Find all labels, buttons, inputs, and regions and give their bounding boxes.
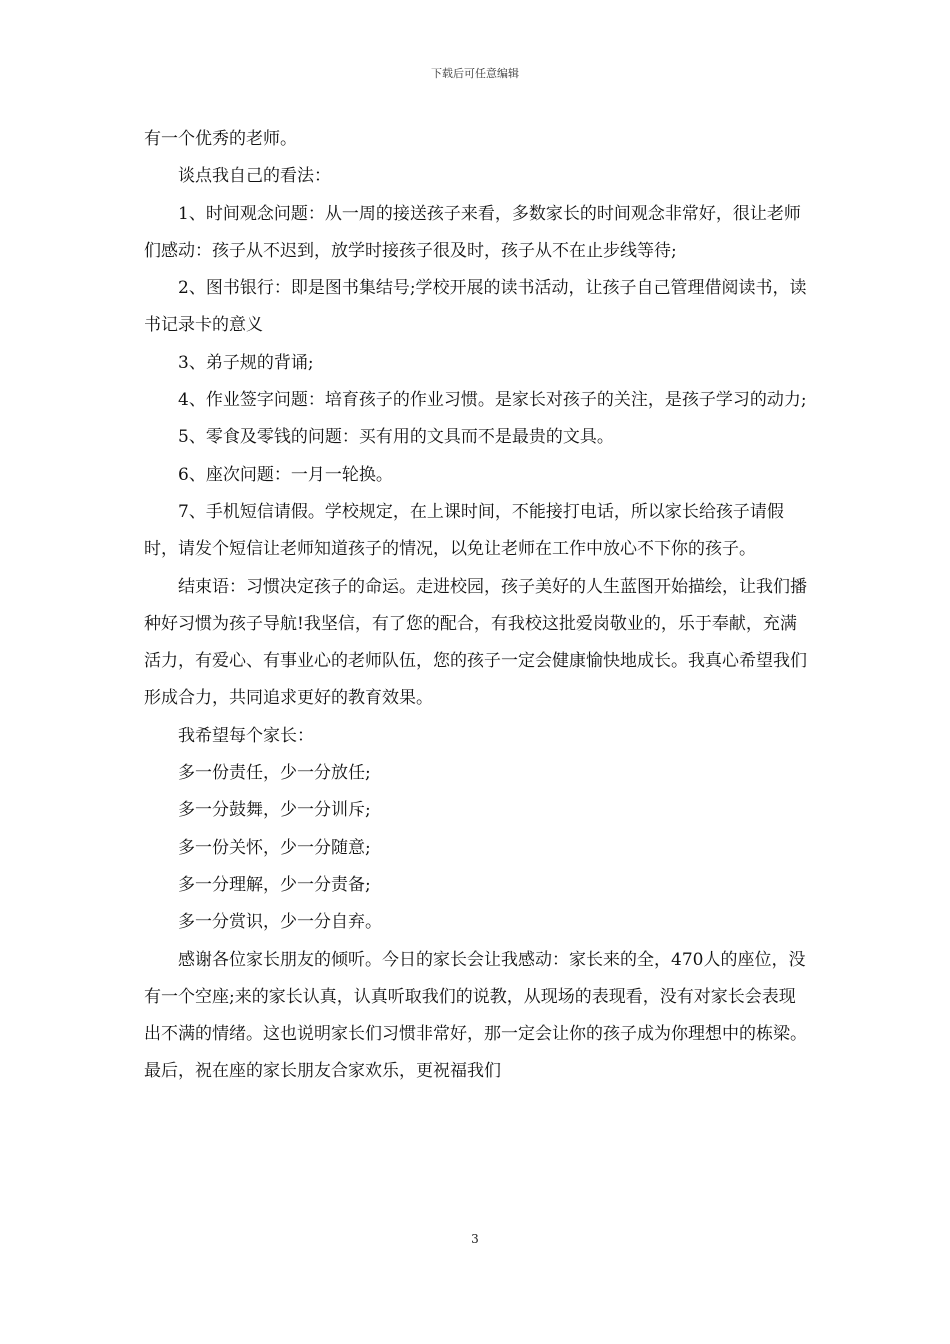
paragraph-17: 感谢各位家长朋友的倾听。今日的家长会让我感动：家长来的全，470人的座位，没有一个空座;来的家长认真，认真听取我们的说教，从现场的表现看，没有对家长会表现出不满的情绪。这也说明家长们习惯非常好，那一定会让你的孩子成为你理想中的栋梁。最后，祝在座的家长朋友合家欢乐，更祝福我们 [144, 949, 807, 1082]
paragraph-8: 6、座次问题：一月一轮换。 [178, 464, 393, 485]
paragraph-4: 2、图书银行：即是图书集结号;学校开展的读书活动，让孩子自己管理借阅读书，读书记录卡的意义 [144, 278, 807, 336]
paragraph-1: 有一个优秀的老师。 [144, 129, 297, 149]
paragraph-3: 1、时间观念问题：从一周的接送孩子来看，多数家长的时间观念非常好，很让老师们感动：孩子从不迟到，放学时接孩子很及时，孩子从不在止步线等待; [144, 203, 801, 261]
paragraph-5: 3、弟子规的背诵; [178, 352, 314, 373]
paragraph-14: 多一份关怀，少一分随意; [178, 837, 371, 858]
paragraph-12: 多一份责任，少一分放任; [178, 763, 371, 784]
page-header: 下载后可任意编辑 [431, 67, 519, 80]
paragraph-13: 多一分鼓舞，少一分训斥; [178, 800, 371, 821]
paragraph-6: 4、作业签字问题：培育孩子的作业习惯。是家长对孩子的关注，是孩子学习的动力; [178, 390, 807, 411]
document-body [144, 121, 809, 1091]
paragraph-7: 5、零食及零钱的问题：买有用的文具而不是最贵的文具。 [178, 427, 614, 448]
paragraph-9: 7、手机短信请假。学校规定，在上课时间，不能接打电话，所以家长给孩子请假时，请发个短信让老师知道孩子的情况，以免让老师在工作中放心不下你的孩子。 [144, 501, 784, 560]
paragraph-15: 多一分理解，少一分责备; [178, 874, 371, 895]
paragraph-16: 多一分赏识，少一分自弃。 [178, 912, 382, 933]
paragraph-10: 结束语：习惯决定孩子的命运。走进校园，孩子美好的人生蓝图开始描绘，让我们播种好习惯为孩子导航!我坚信，有了您的配合，有我校这批爱岗敬业的，乐于奉献，充满活力，有爱心、有事业心的老师队伍，您的孩子一定会健康愉快地成长。我真心希望我们形成合力，共同追求更好的教育效果。 [144, 576, 807, 709]
paragraph-11: 我希望每个家长： [178, 725, 314, 746]
paragraph-2: 谈点我自己的看法： [178, 166, 331, 187]
page-number: 3 [471, 1232, 479, 1246]
